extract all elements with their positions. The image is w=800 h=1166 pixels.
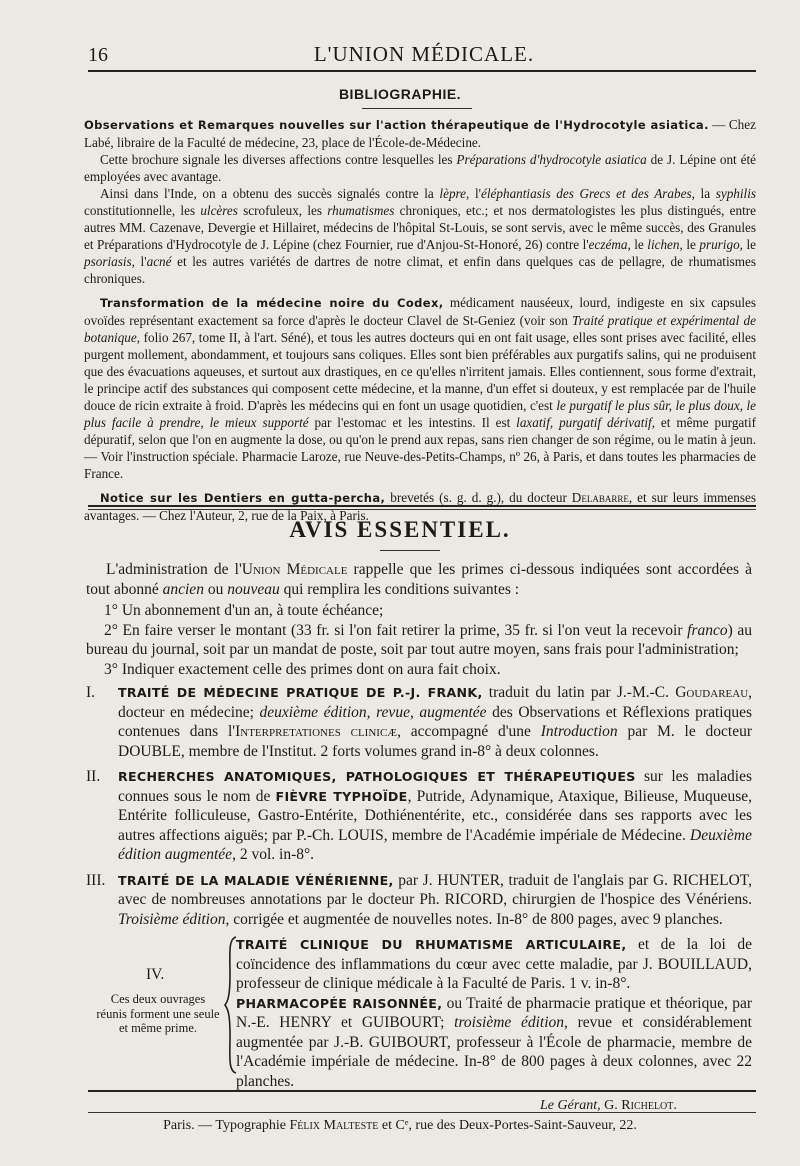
prime-item-1 xyxy=(86,683,752,761)
item-text: , docteur en médecine; xyxy=(118,684,753,721)
avis-title: AVIS ESSENTIEL. xyxy=(289,517,511,542)
entry-text: Cette brochure signale les diverses affections contre lesquelles les xyxy=(100,152,457,167)
avis-text: ou xyxy=(203,580,228,598)
entry-text-italic: psoriasis xyxy=(84,254,132,269)
gerant-label: Le Gérant, xyxy=(540,1098,601,1113)
entry-text: , le xyxy=(627,237,648,252)
item-text-italic: troisième édition xyxy=(454,1014,565,1031)
biblio-entry-medecine-noire xyxy=(84,294,756,482)
entry-text: scrofuleux, les xyxy=(237,203,328,218)
avis-text-italic: franco xyxy=(687,621,728,639)
item-number: I. xyxy=(86,684,96,701)
avis-section xyxy=(86,560,753,1090)
item-text: sur les maladies connues sous le nom de xyxy=(118,768,752,805)
item-subheading: FIÈVRE TYPHOÏDE xyxy=(275,788,408,804)
item-text: , accompagné d'une xyxy=(397,723,541,740)
footer-rule xyxy=(88,1090,756,1092)
journal-title: L'UNION MÉDICALE. xyxy=(313,42,535,66)
item-text-italic: Troisième édition xyxy=(118,910,226,928)
section-divider-top xyxy=(88,505,756,507)
item-text-italic: deuxième édition, revue, augmentée xyxy=(259,703,487,721)
avis-text-italic: nouveau xyxy=(227,580,280,598)
item-text-italic: Introduction xyxy=(540,723,618,740)
avis-text: rappelle que les primes ci-dessous indiquées sont accordées à tout abonné xyxy=(86,561,753,598)
entry-text: médicament nauséeux, lourd, indigeste en six capsules ovoïdes représentant exactement sa force d'après le docteur Clavel de St-Geniez (voir son xyxy=(84,295,756,328)
section-divider-bottom xyxy=(88,509,756,510)
item-heading: RECHERCHES ANATOMIQUES, PATHOLOGIQUES ET THÉRAPEUTIQUES xyxy=(118,769,636,784)
item-text: par J. HUNTER, traduit de l'anglais par G. RICHELOT, avec de nombreuses annotations par le docteur Ph. RICORD, chirurgien de l'hospice des Vénériens. xyxy=(118,871,752,908)
author-name: Delabarre xyxy=(571,490,629,505)
entry-text: , l' xyxy=(131,254,147,269)
condition-2 xyxy=(86,621,752,660)
entry-text: , et même purgatif dépuratif, selon que l'on en augmente la dose, ou qu'on le prend aux repas, sans rien changer de son régime, ou le matin à jeun. — Voir l'instruction spéciale. Pharmacie Laroze, rue Neuve-des-Petits-Champs, nº 26, à Paris, et dans toutes les pharmacies de France. xyxy=(84,415,756,481)
entry-text: , la xyxy=(691,186,716,201)
entry-text: , le xyxy=(679,237,700,252)
entry-text-italic: syphilis xyxy=(715,186,756,201)
item-heading: TRAITÉ DE LA MALADIE VÉNÉRIENNE, xyxy=(118,872,394,888)
entry-text: , folio 267, tome II, à l'art. Séné), et tous les autres docteurs qui en ont fait usage, elles sont prises avec facilité, elles purgent mollement, abondamment, et toujours sans coliques. Elles sont bien préférables aux purgatifs salins, qui ne produisent que des évacuations aqueuses, et surtout aux drastiques, en ce qu'elles n'irritent jamais. Elles contiennent, sous forme d'extrait, le principe actif des substances qui composent cette médecine, et la manne, d'un effet si douteux, y est remplacée par de l'huile douce de ricin extraite à froid. D'après les médecins qui en font un usage quotidien, c'est xyxy=(84,330,756,413)
entry-text: constitutionnelle, les xyxy=(84,203,201,218)
prime-item-2 xyxy=(86,767,752,865)
condition-3: 3° Indiquer exactement celle des primes dont on aura fait choix. xyxy=(104,660,501,678)
entry-text-italic: Traité pratique et expérimental de botanique xyxy=(84,313,756,345)
entry-heading: Observations et Remarques nouvelles sur l'action thérapeutique de l'Hydrocotyle asiatica. xyxy=(84,118,709,132)
entry-text: par l'estomac et les intestins. Il est xyxy=(308,415,517,430)
section-title-bibliographie: BIBLIOGRAPHIE. xyxy=(338,86,462,102)
avis-text-italic: ancien xyxy=(162,580,204,598)
item-heading: TRAITÉ CLINIQUE DU RHUMATISME ARTICULAIRE, xyxy=(236,937,627,952)
entry-text-italic: laxatif, purgatif dérivatif xyxy=(516,415,652,430)
printer-imprint xyxy=(0,1118,800,1134)
avis-intro xyxy=(86,560,752,599)
entry-text-italic: eczéma xyxy=(588,237,628,252)
entry-text-italic: lèpre xyxy=(439,186,467,201)
printer-text: et Cᵉ, rue des Deux-Portes-Saint-Sauveur, 22. xyxy=(378,1118,637,1133)
entry-text: de J. Lépine ont été employées avec avantage. xyxy=(84,152,756,184)
entry-text: — Chez Labé, libraire de la Faculté de médecine, 23, place de l'École-de-Médecine. xyxy=(84,117,756,150)
entry-text: Ainsi dans l'Inde, on a obtenu des succès signalés contre la xyxy=(100,186,440,201)
prime-item-4 xyxy=(86,935,752,1090)
item-heading: PHARMACOPÉE RAISONNÉE, xyxy=(236,995,443,1011)
entry-text-italic: acné xyxy=(146,254,172,269)
entry-text-italic: prurigo xyxy=(699,237,740,252)
entry-text: , le xyxy=(739,237,756,252)
translator-name: Goudareau xyxy=(675,684,749,701)
printer-name: Félix Malteste xyxy=(289,1118,379,1133)
item-text: par M. le docteur DOUBLE, membre de l'Institut. 2 forts volumes grand in-8° à deux colonnes. xyxy=(118,723,752,760)
header-rule xyxy=(88,70,756,72)
condition-1: 1° Un abonnement d'un an, à toute échéance; xyxy=(104,602,384,619)
item-number: IV. xyxy=(146,966,165,983)
item-text: traduit du latin par J.-M.-C. xyxy=(482,684,676,701)
item-heading: TRAITÉ DE MÉDECINE PRATIQUE DE P.-J. FRANK, xyxy=(118,685,483,700)
item-text: ou Traité de pharmacie pratique et théorique, par N.-E. HENRY et GUIBOURT; xyxy=(236,994,752,1031)
entry-text-italic: rhumatismes xyxy=(327,203,395,218)
entry-text-italic: lichen xyxy=(647,237,680,252)
page-number: 16 xyxy=(88,44,108,66)
printer-text: Paris. — Typographie xyxy=(163,1118,290,1133)
item-text-italic: Deuxième édition augmentée xyxy=(118,826,752,863)
item-number: III. xyxy=(86,871,106,889)
work-pharmacopee xyxy=(236,994,752,1092)
entry-text-italic: Préparations d'hydrocotyle asiatica xyxy=(456,152,647,167)
item-number: II. xyxy=(86,768,101,785)
entry-heading: Transformation de la médecine noire du Codex, xyxy=(100,296,444,310)
entry-text: brevetés (s. g. d. g.), du docteur xyxy=(385,490,572,505)
entry-text-italic: le purgatif le plus sûr, le plus doux, le plus facile à prendre, le mieux supporté xyxy=(84,398,757,430)
journal-name: Union Médicale xyxy=(241,561,348,578)
item-text: et de la loi de coïncidence des inflammations du cœur avec cette maladie, par J. BOUILLAUD, professeur de clinique médicale à la Faculté de Paris. 1 v. in-8°. xyxy=(236,936,752,992)
gerant-name: G. Richelot. xyxy=(604,1098,677,1113)
item-text: des Observations et Réflexions pratiques contenues dans l' xyxy=(118,703,752,740)
item-text: , corrigée et augmentée de nouvelles notes. In-8° de 800 pages, avec 9 planches. xyxy=(225,910,723,928)
item-text: , 2 vol. in-8°. xyxy=(232,846,315,863)
avis-title-underline xyxy=(380,550,440,551)
page-header xyxy=(88,40,760,70)
item-text-smallcaps: Interpretationes clinicæ xyxy=(235,723,398,740)
avis-text: L'administration de l' xyxy=(106,561,242,578)
section-title-underline xyxy=(362,108,472,109)
entry-text-italic: ulcères xyxy=(200,203,238,218)
avis-text: ) au bureau du journal, soit par un mandat de poste, soit par tout autre moyen, sans frais pour l'administration; xyxy=(86,621,753,658)
bibliographie-section xyxy=(84,116,756,531)
printer-rule xyxy=(88,1112,756,1113)
item-text: , Putride, Adynamique, Ataxique, Bilieuse, Muqueuse, Entérite folliculeuse, Gastro-Entérite, Dothiénentérite, etc., considérée dans ses rapports avec les autres affections aiguës; par P.-Ch. LOUIS, membre de l'Académie impériale de Médecine. xyxy=(118,787,752,844)
entry-heading: Notice sur les Dentiers en gutta-percha, xyxy=(100,491,386,505)
item-4-works xyxy=(236,935,752,1091)
entry-text: , et sur leurs immenses avantages. — Chez l'Auteur, 2, rue de la Paix, à Paris. xyxy=(84,490,756,523)
item-4-label xyxy=(86,935,226,1075)
biblio-entry-hydrocotyle xyxy=(84,116,756,287)
entry-text: , l' xyxy=(466,186,482,201)
entry-text: chroniques, etc.; et nos dermatologistes les plus distingués, entre autres MM. Cazenave, Devergie et Hillairet, médecins de l'hôpital St-Louis, se sont servis, avec le même succès, des Granules et Préparations d'Hydrocotyle de J. Lépine (chez Fournier, rue d'Anjou-St-Honoré, 26) contre l' xyxy=(84,203,757,252)
combined-prime-note: Ces deux ouvrages réunis forment une seule et même prime. xyxy=(96,992,220,1035)
entry-text-italic: éléphantiasis des Grecs et des Arabes xyxy=(481,186,692,201)
entry-text: et les autres variétés de dartres de notre climat, et enfin dans quelques cas de pellagre, de rhumatismes chroniques. xyxy=(84,254,756,286)
avis-text: 2° En faire verser le montant (33 fr. si l'on fait retirer la prime, 35 fr. si l'on veut la recevoir xyxy=(104,621,688,639)
avis-text: qui remplira les conditions suivantes : xyxy=(279,580,520,598)
item-text: , revue et considérablement augmentée par J.-B. GUIBOURT, professeur à l'École de pharmacie, membre de l'Académie impériale de médecine. In-8° de 800 pages à deux colonnes, avec 22 planches. xyxy=(236,1014,752,1090)
prime-item-3 xyxy=(86,871,752,930)
work-rhumatisme xyxy=(236,935,752,994)
